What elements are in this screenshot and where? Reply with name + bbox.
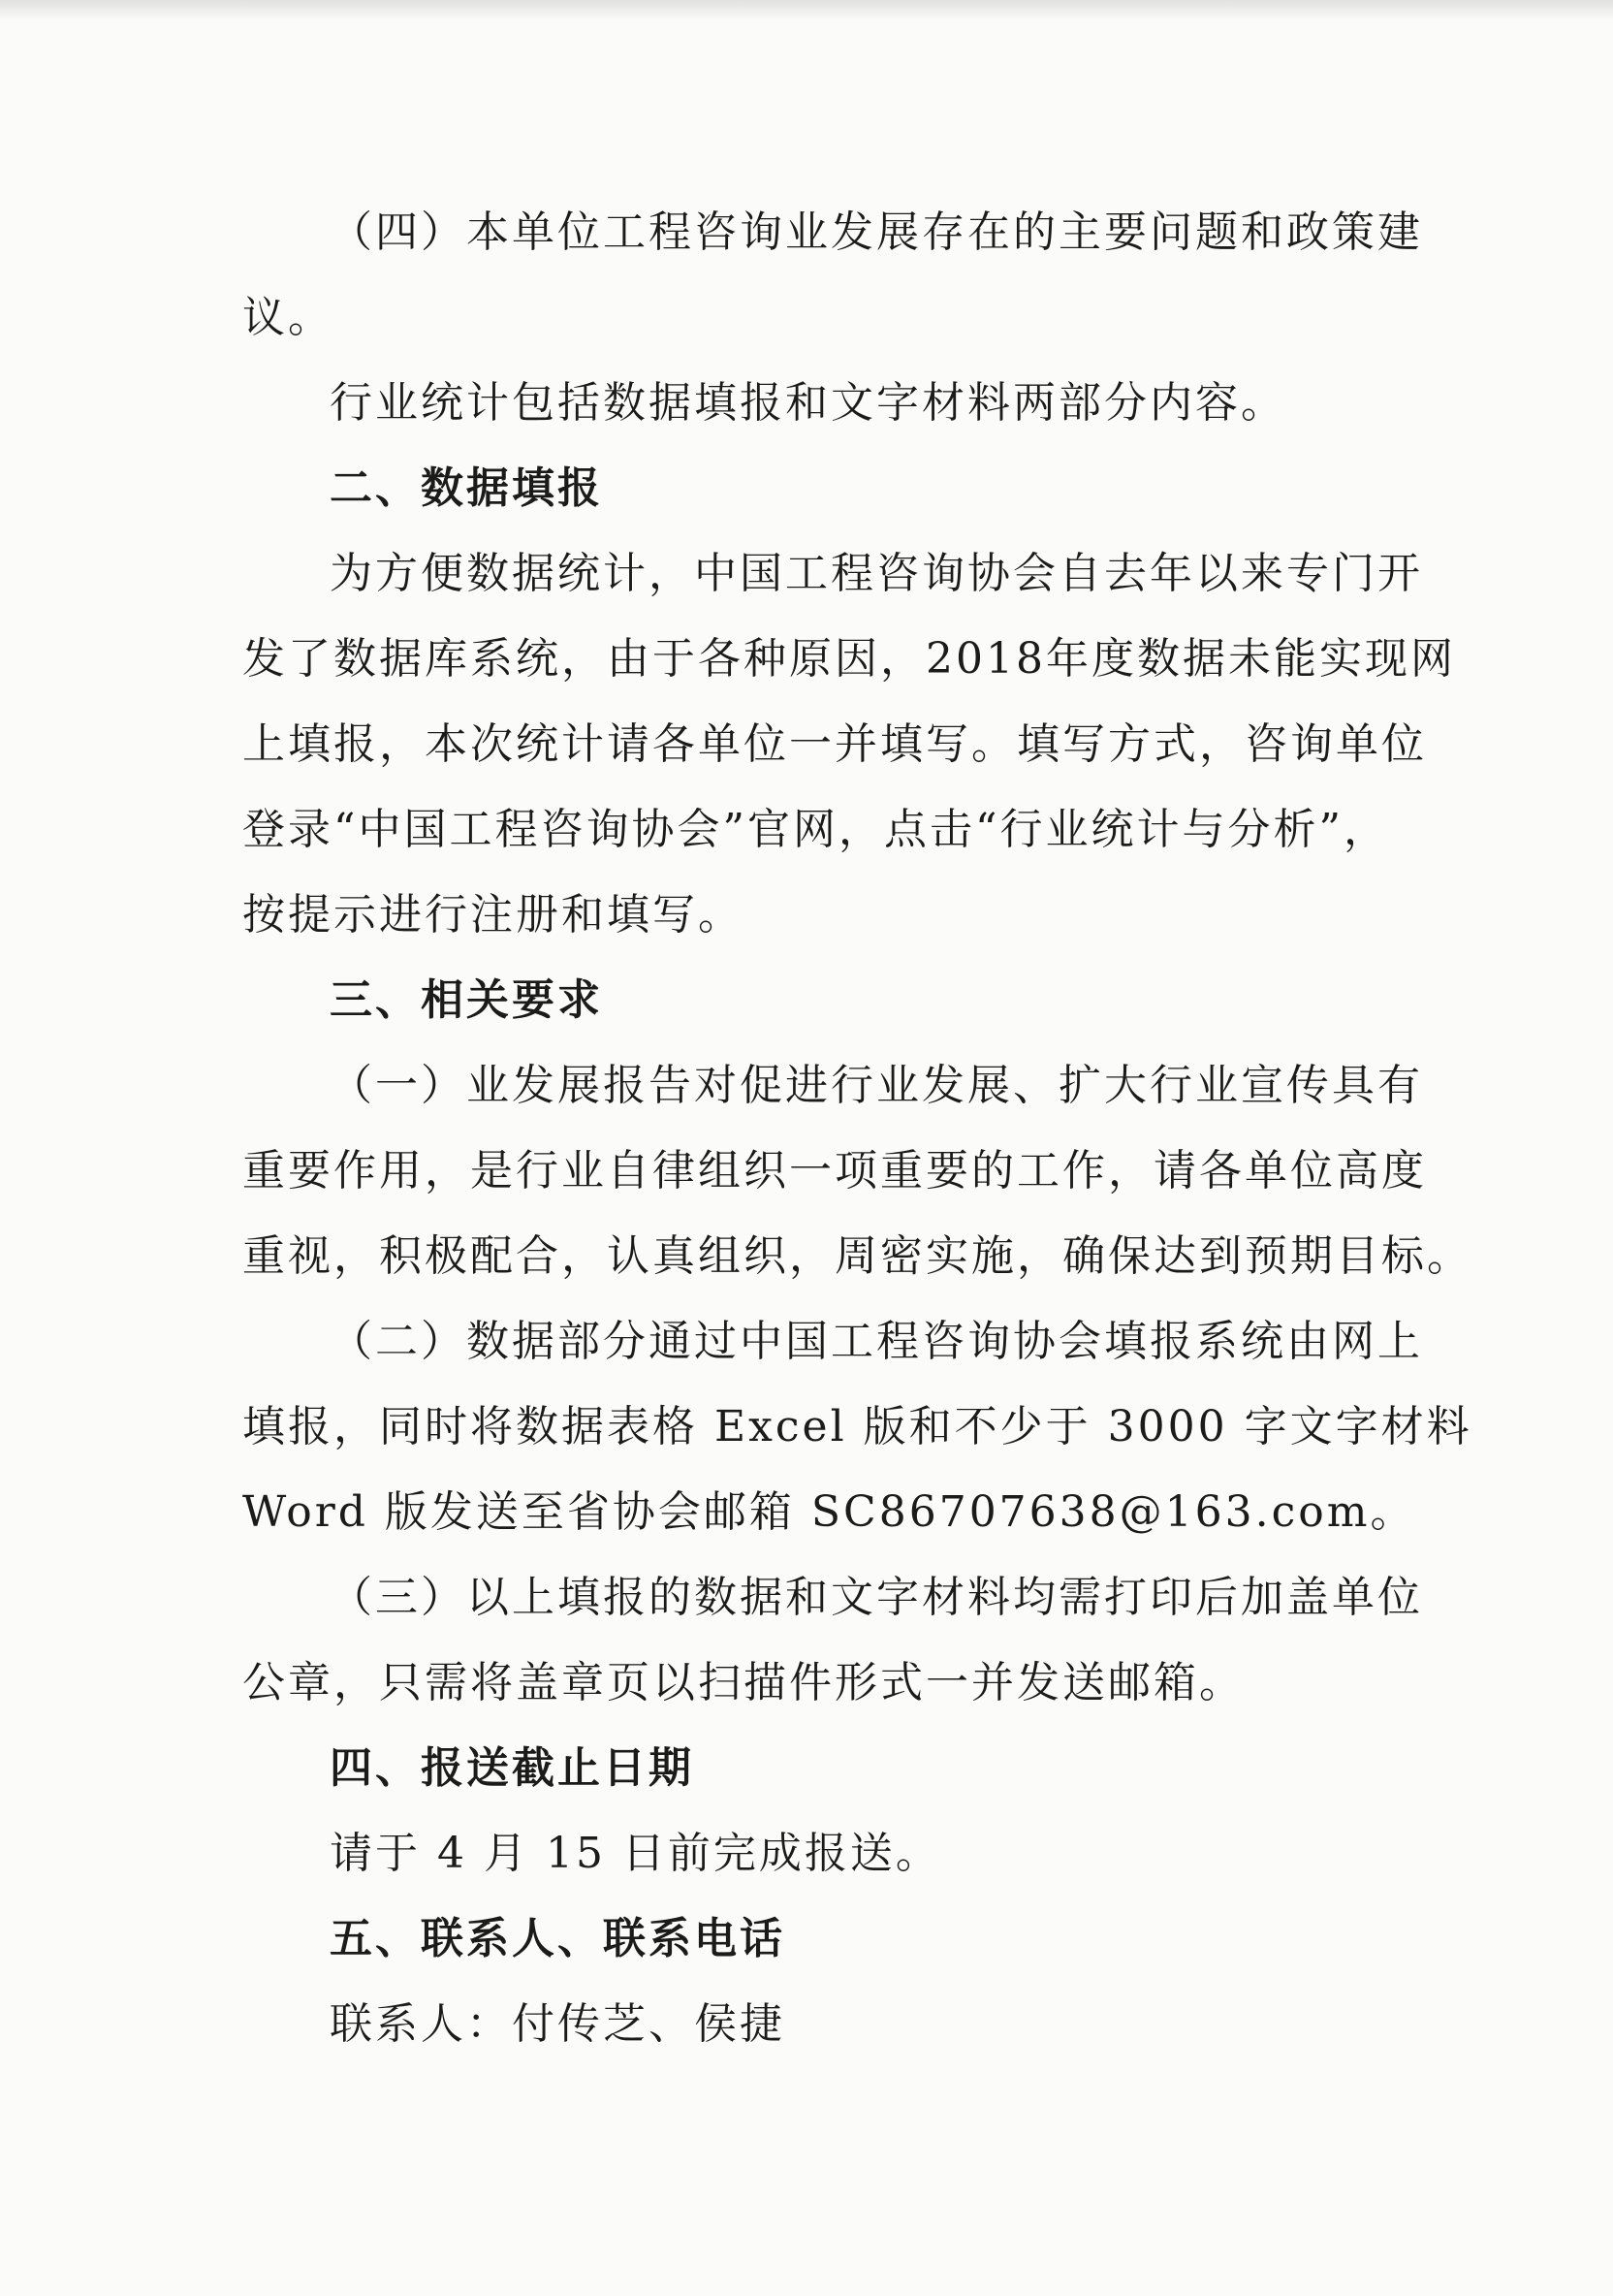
paragraph-line: 公章，只需将盖章页以扫描件形式一并发送邮箱。 [242, 1658, 1245, 1707]
paragraph-line: 行业统计包括数据填报和文字材料两部分内容。 [330, 378, 1286, 428]
section-heading-deadline: 四、报送截止日期 [330, 1743, 694, 1793]
paragraph-line: 填报，同时将数据表格 Excel 版和不少于 3000 字文字材料 [242, 1402, 1472, 1451]
section-heading-data-reporting: 二、数据填报 [330, 463, 603, 513]
paragraph-line: （二）数据部分通过中国工程咨询协会填报系统由网上 [330, 1317, 1423, 1366]
paragraph-line: 重视，积极配合，认真组织，周密实施，确保达到预期目标。 [242, 1231, 1472, 1281]
paragraph-line: 重要作用，是行业自律组织一项重要的工作，请各单位高度 [242, 1146, 1427, 1196]
paragraph-line: 联系人：付传芝、侯捷 [330, 1999, 785, 2049]
document-body [242, 190, 1472, 2067]
paragraph-line: 请于 4 月 15 日前完成报送。 [330, 1829, 941, 1878]
paragraph-line: 按提示进行注册和填写。 [242, 890, 743, 940]
paragraph-line: Word 版发送至省协会邮箱 SC86707638@163.com。 [242, 1487, 1416, 1537]
paragraph-line: （四）本单位工程咨询业发展存在的主要问题和政策建 [330, 207, 1423, 257]
paragraph-line: （三）以上填报的数据和文字材料均需打印后加盖单位 [330, 1573, 1423, 1622]
paragraph-line: （一）业发展报告对促进行业发展、扩大行业宣传具有 [330, 1061, 1423, 1110]
paragraph-line: 发了数据库系统，由于各种原因，2018年度数据未能实现网 [242, 634, 1456, 684]
paragraph-line: 登录“中国工程咨询协会”官网，点击“行业统计与分析”， [242, 805, 1389, 854]
paragraph-line: 上填报，本次统计请各单位一并填写。填写方式，咨询单位 [242, 719, 1427, 769]
paragraph-line: 为方便数据统计，中国工程咨询协会自去年以来专门开 [330, 549, 1423, 598]
section-heading-contacts: 五、联系人、联系电话 [330, 1914, 785, 1963]
section-heading-requirements: 三、相关要求 [330, 975, 603, 1025]
paragraph-line: 议。 [242, 293, 333, 342]
